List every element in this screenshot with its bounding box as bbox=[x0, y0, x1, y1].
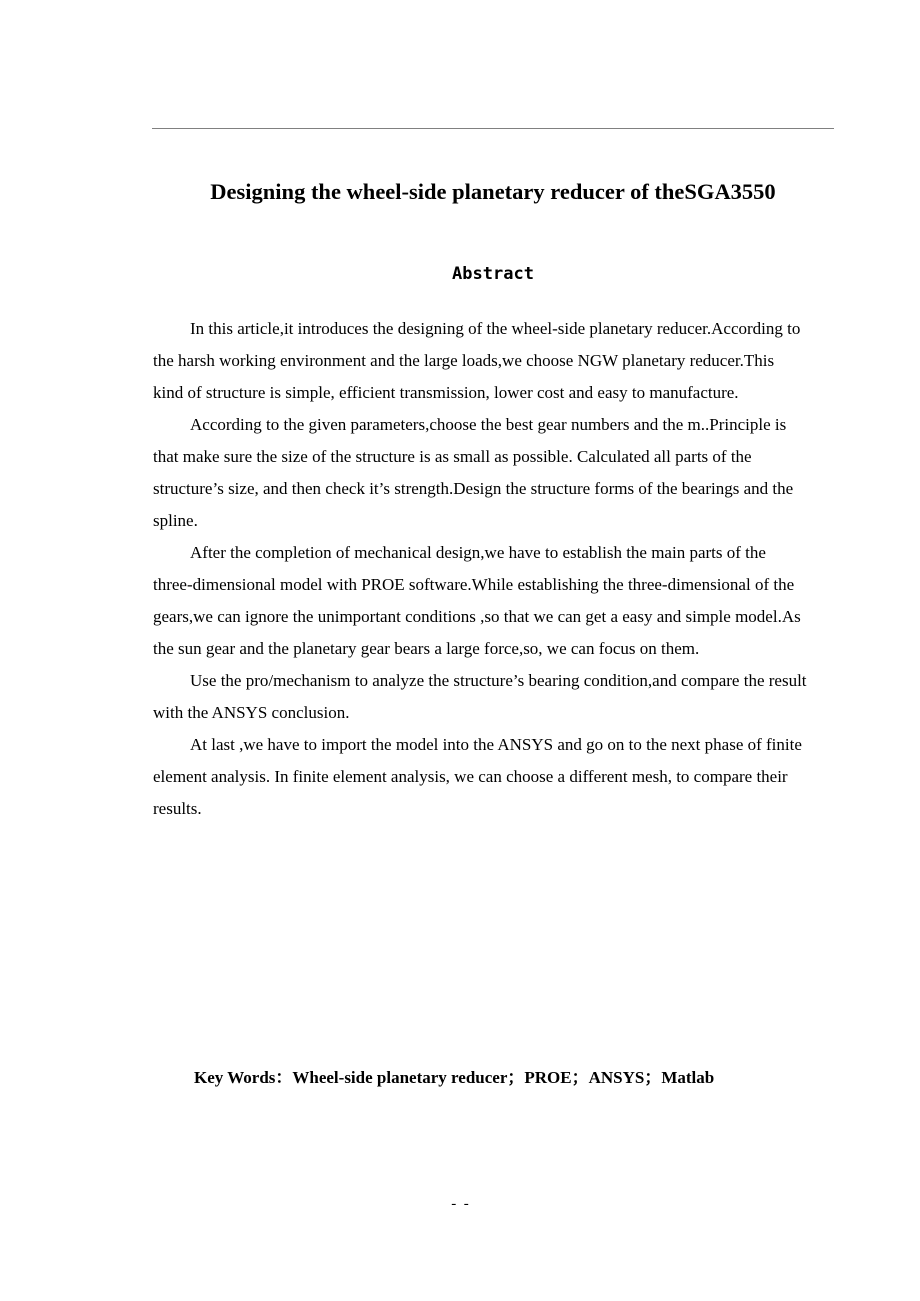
abstract-heading: Abstract bbox=[452, 264, 534, 284]
text-line: Use the pro/mechanism to analyze the structure’s bearing condition,and compare the result bbox=[190, 671, 807, 690]
text-line: that make sure the size of the structure is as small as possible. Calculated all parts of the bbox=[153, 447, 752, 466]
abstract-paragraph-4 bbox=[153, 665, 833, 729]
text-line: results. bbox=[153, 799, 202, 818]
text-line: element analysis. In finite element analysis, we can choose a different mesh, to compare their bbox=[153, 767, 788, 786]
text-line: kind of structure is simple, efficient transmission, lower cost and easy to manufacture. bbox=[153, 383, 739, 402]
abstract-paragraph-2 bbox=[153, 409, 833, 537]
text-line: In this article,it introduces the designing of the wheel-side planetary reducer.According to bbox=[190, 319, 801, 338]
text-line: the harsh working environment and the large loads,we choose NGW planetary reducer.This bbox=[153, 351, 775, 370]
text-line: According to the given parameters,choose the best gear numbers and the m..Principle is bbox=[190, 415, 787, 434]
keywords: Key Words：Wheel-side planetary reducer；PROE；ANSYS；Matlab bbox=[194, 1068, 715, 1087]
header-rule bbox=[152, 128, 834, 129]
text-line: gears,we can ignore the unimportant conditions ,so that we can get a easy and simple model.As bbox=[153, 607, 801, 626]
paper-title: Designing the wheel-side planetary reducer of theSGA3550 bbox=[210, 179, 776, 204]
text-line: structure’s size, and then check it’s strength.Design the structure forms of the bearings and the bbox=[153, 479, 794, 498]
text-line: with the ANSYS conclusion. bbox=[153, 703, 350, 722]
abstract-body bbox=[153, 313, 833, 825]
abstract-paragraph-5 bbox=[153, 729, 833, 825]
text-line: the sun gear and the planetary gear bears a large force,so, we can focus on them. bbox=[153, 639, 700, 658]
text-line: At last ,we have to import the model into the ANSYS and go on to the next phase of finite bbox=[190, 735, 802, 754]
page-number: - - bbox=[451, 1196, 469, 1212]
abstract-paragraph-3 bbox=[153, 537, 833, 665]
text-line: After the completion of mechanical design,we have to establish the main parts of the bbox=[190, 543, 766, 562]
abstract-paragraph-1 bbox=[153, 313, 833, 409]
text-line: spline. bbox=[153, 511, 198, 530]
text-line: three-dimensional model with PROE software.While establishing the three-dimensional of the bbox=[153, 575, 795, 594]
